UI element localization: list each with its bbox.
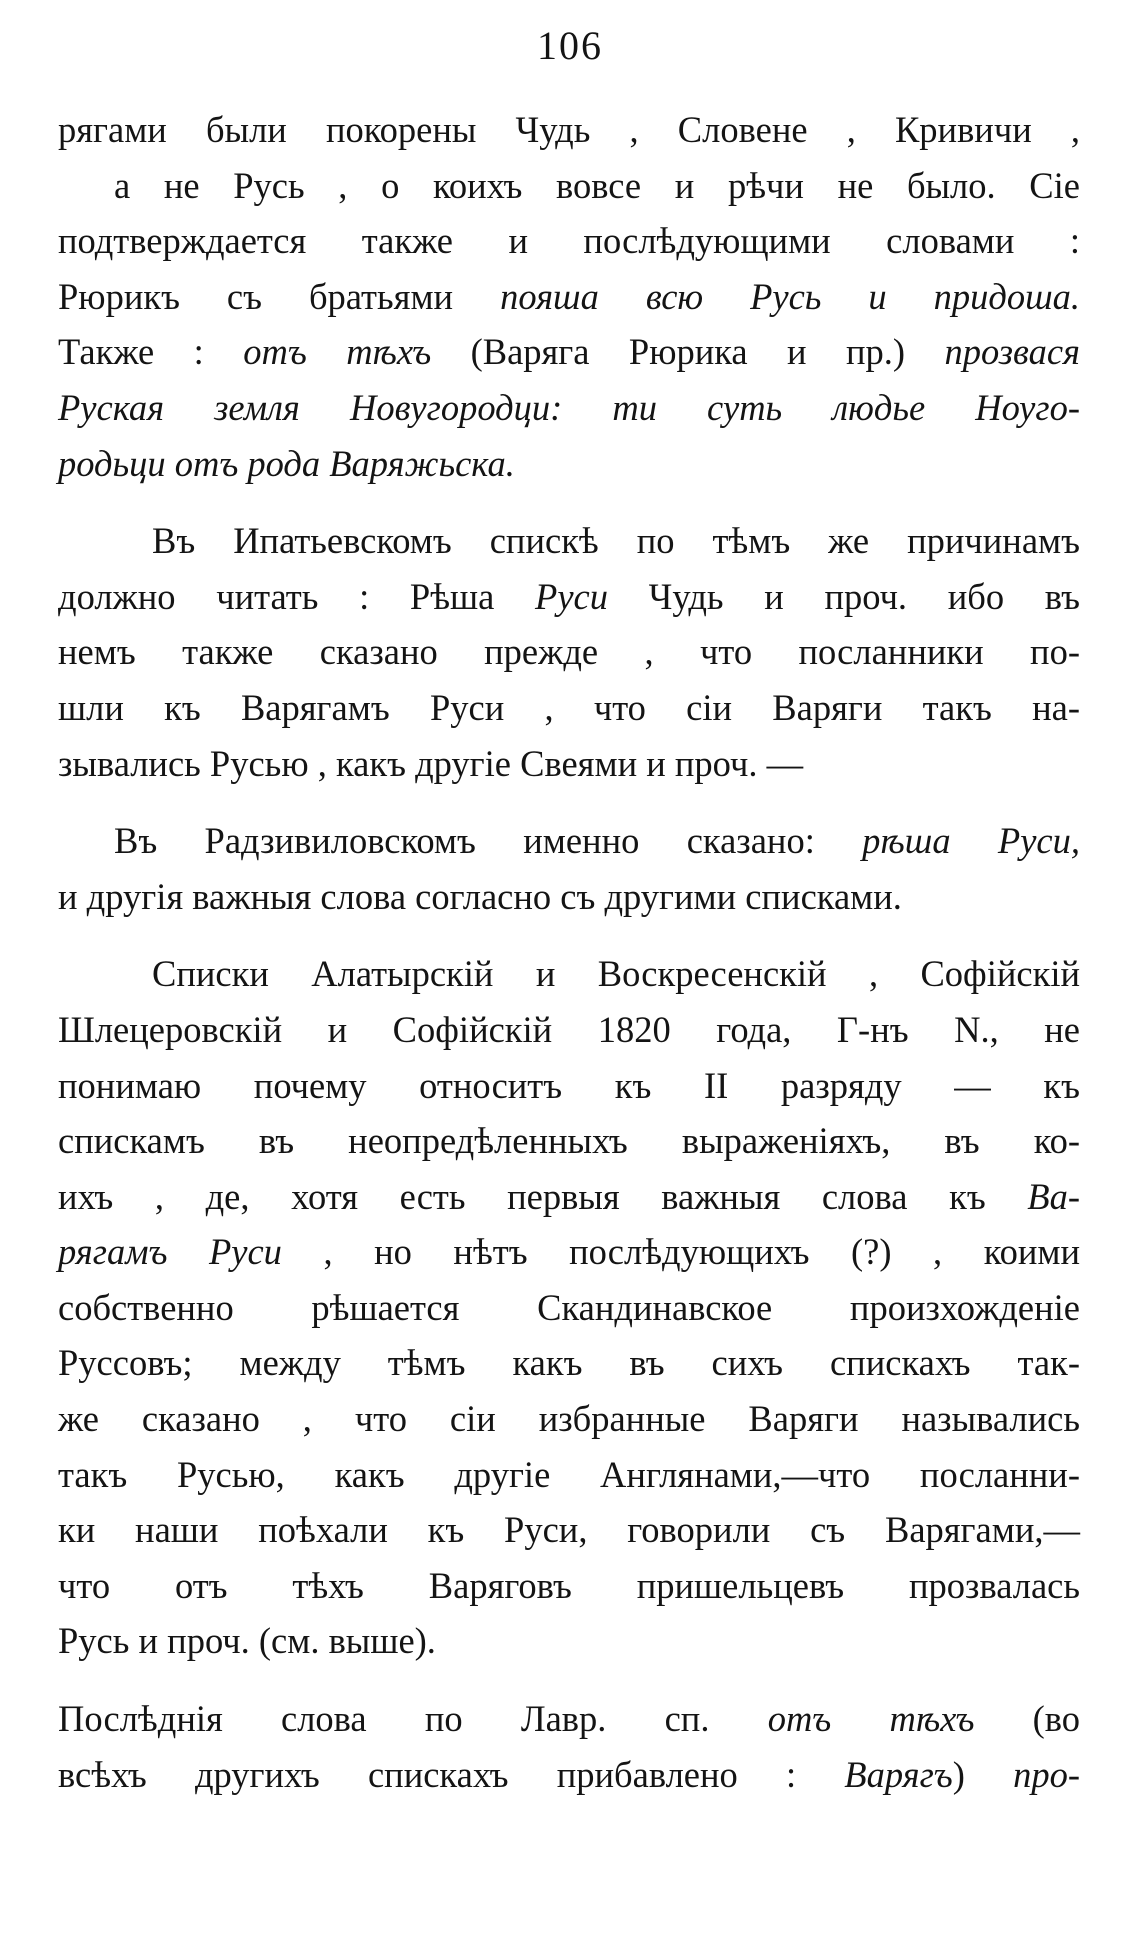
italic-run: прозвася [944, 331, 1080, 373]
text-line [58, 1002, 1080, 1058]
text-run: зывались Русью , какъ другіе Свеями и проч. — [58, 742, 804, 784]
text-line [58, 513, 1080, 569]
paragraph [58, 513, 1080, 791]
text-run: понимаю почему относитъ къ II разряду — къ [58, 1064, 1080, 1106]
text-run: рягами были покорены Чудь , Словене , Кривичи , [58, 109, 1080, 150]
text-run: , но нѣтъ послѣдующихъ (?) , коими [281, 1231, 1080, 1273]
text-line [58, 680, 1080, 736]
text-run: ихъ , де, хотя есть первыя важныя слова къ [58, 1175, 1028, 1217]
text-line [58, 1169, 1080, 1225]
text-line [58, 1280, 1080, 1336]
text-run: ки наши поѣхали къ Руси, говорили съ Варягами,— [58, 1509, 1080, 1551]
text-run: Чудь и проч. ибо въ [607, 575, 1080, 617]
text-line [58, 569, 1080, 625]
paragraph [58, 1691, 1080, 1802]
text-line [58, 102, 1080, 158]
text-line [58, 1747, 1080, 1803]
paragraph [58, 102, 1080, 491]
text-run: шли къ Варягамъ Руси , что сіи Варяги такъ на- [58, 686, 1080, 728]
text-line [58, 624, 1080, 680]
italic-run: рѣша Руси, [862, 820, 1080, 862]
text-run: такъ Русью, какъ другіе Англянами,—что посланни- [58, 1453, 1080, 1495]
text-run: всѣхъ другихъ спискахъ прибавлено : [58, 1753, 845, 1795]
text-line [58, 436, 1080, 492]
text-line [58, 1502, 1080, 1558]
text-run: Въ Радзивиловскомъ именно сказано: [114, 820, 863, 862]
text-run: немъ также сказано прежде , что посланники по- [58, 631, 1080, 673]
text-run: Русь и проч. (см. выше). [58, 1620, 436, 1662]
text-line [58, 1058, 1080, 1114]
italic-run: пояша всю Русь и придоша. [500, 275, 1081, 317]
text-line [58, 1391, 1080, 1447]
text-run: подтверждается также и послѣдующими словами : [58, 220, 1080, 262]
italic-run: Руская земля Новугородци: ти суть людье Ноуго- [58, 386, 1080, 428]
italic-run: про- [1013, 1753, 1080, 1795]
italic-run: Варягъ [844, 1753, 953, 1795]
page-number: 106 [537, 23, 603, 68]
text-run: собственно рѣшается Скандинавское произхожденіе [58, 1286, 1080, 1328]
text-line [58, 1113, 1080, 1169]
italic-run: отъ тѣхъ [767, 1698, 975, 1740]
text-run: а не Русь , о коихъ вовсе и рѣчи не было. Сіе [114, 164, 1080, 206]
text-run: Также : [58, 331, 244, 373]
italic-run: Ва- [1027, 1175, 1080, 1217]
text-line [58, 380, 1080, 436]
italic-run: родьци отъ рода Варяжьска. [58, 442, 515, 484]
text-line [58, 1691, 1080, 1747]
text-line [58, 736, 1080, 792]
text-line [58, 213, 1080, 269]
text-line [58, 324, 1080, 380]
text-run: Руссовъ; между тѣмъ какъ въ сихъ спискахъ так- [58, 1342, 1080, 1384]
text-body [58, 102, 1080, 1802]
text-line [58, 1613, 1080, 1669]
text-run: Списки Алатырскій и Воскресенскій , Софійскій [152, 953, 1080, 995]
italic-run: рягамъ Руси [58, 1231, 282, 1273]
text-run: Въ Ипатьевскомъ спискѣ по тѣмъ же причинамъ [152, 520, 1080, 562]
text-run: спискамъ въ неопредѣленныхъ выраженіяхъ, въ ко- [58, 1120, 1080, 1162]
text-run: и другія важныя слова согласно съ другими списками. [58, 875, 902, 917]
text-line [58, 1447, 1080, 1503]
text-line [58, 158, 1080, 214]
text-line [58, 1224, 1080, 1280]
italic-run: отъ тѣхъ [243, 331, 432, 373]
text-run: же сказано , что сіи избранные Варяги назывались [58, 1398, 1080, 1440]
text-line [58, 1335, 1080, 1391]
text-run: Рюрикъ съ братьями [58, 275, 501, 317]
text-line [58, 813, 1080, 869]
text-line [58, 1558, 1080, 1614]
italic-run: Руси [535, 575, 608, 617]
text-run: что отъ тѣхъ Варяговъ пришельцевъ прозвалась [58, 1564, 1080, 1606]
paragraph [58, 946, 1080, 1669]
paragraph [58, 813, 1080, 924]
text-line [58, 946, 1080, 1002]
text-run: Шлецеровскій и Софійскій 1820 года, Г-нъ N., не [58, 1008, 1080, 1050]
text-run: ) [952, 1753, 1014, 1795]
text-run: должно читать : Рѣша [58, 575, 536, 617]
text-run: Послѣднія слова по Лавр. сп. [58, 1698, 768, 1740]
text-run: (Варяга Рюрика и пр.) [431, 331, 945, 373]
text-line [58, 269, 1080, 325]
text-line [58, 869, 1080, 925]
text-run: (во [974, 1698, 1081, 1740]
